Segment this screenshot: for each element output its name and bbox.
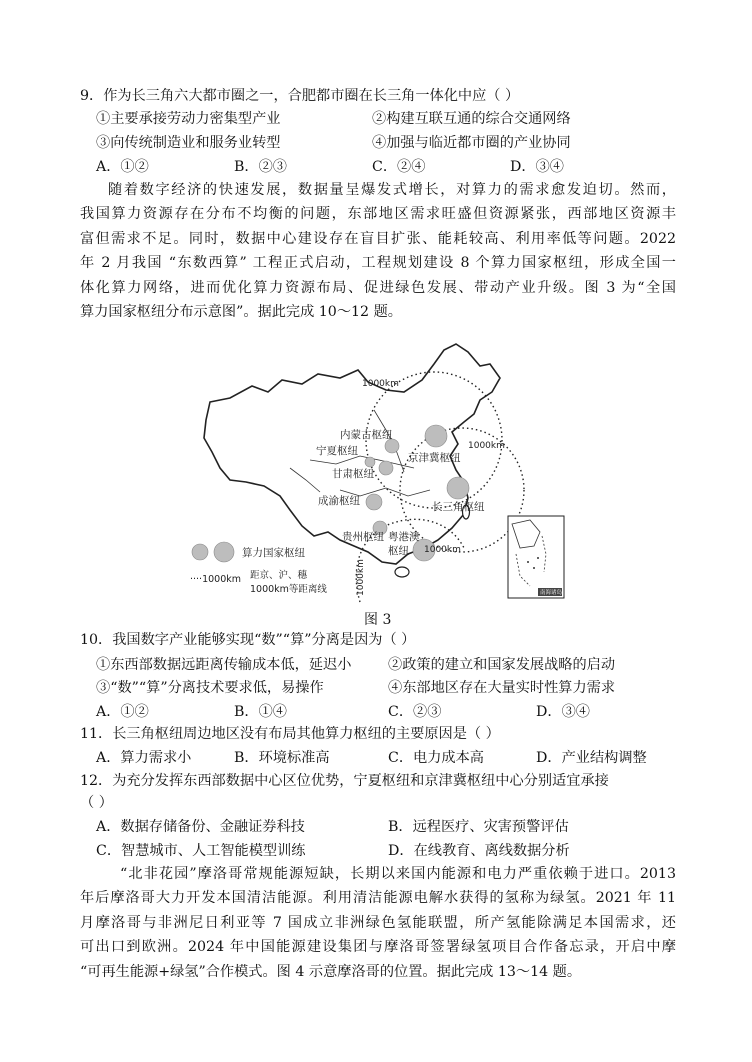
q11-stem: 11．长三角枢纽周边地区没有布局其他算力枢纽的主要原因是（ ） <box>80 726 500 742</box>
q10-item-4: ④东部地区存在大量实时性算力需求 <box>388 680 616 696</box>
passage1-line-2: 我国算力资源存在分布不均衡的问题，东部地区需求旺盛但资源紧张，西部地区资源丰 <box>80 206 676 223</box>
hub-ningxia <box>365 457 375 467</box>
hub-changsanjiao <box>447 477 469 499</box>
q10-option-b[interactable]: B．①④ <box>234 704 287 720</box>
q12-option-c[interactable]: C．智慧城市、人工智能模型训练 <box>96 843 306 859</box>
legend-line-desc-1: 距京、沪、穗 <box>250 570 308 581</box>
distance-label-2: 1000km <box>468 441 505 451</box>
q11-option-a[interactable]: A．算力需求小 <box>96 750 192 766</box>
label-guizhou: 贵州枢纽 <box>342 531 384 543</box>
q9-item-2: ②构建互联互通的综合交通网络 <box>372 111 571 127</box>
q10-item-3: ③“数”“算”分离技术要求低，易操作 <box>96 680 324 696</box>
passage-digital-economy <box>80 178 676 324</box>
label-neimenggu: 内蒙古枢纽 <box>340 429 393 441</box>
passage1-line-3: 富但需求不足。同时，数据中心建设存在盲目扩张、能耗较高、利用率低等问题。2022 <box>80 230 676 247</box>
passage2-line-2: 年后摩洛哥大力开发本国清洁能源。利用清洁能源电解水获得的氢称为绿氢。2021 年 11 <box>80 890 676 907</box>
hub-gansu <box>379 461 393 475</box>
q10-stem: 10．我国数字产业能够实现“数”“算”分离是因为（ ） <box>80 632 416 648</box>
q9-option-d[interactable]: D．③④ <box>510 159 564 175</box>
q12-option-b[interactable]: B．远程医疗、灾害预警评估 <box>388 819 569 835</box>
passage2-line-3: 月摩洛哥与非洲尼日利亚等 7 国成立非洲绿色氢能联盟，所产氢能除满足本国需求，还 <box>80 914 676 931</box>
q10-option-c[interactable]: C．②③ <box>388 704 442 720</box>
legend-line-prefix: ····1000km <box>190 574 242 585</box>
computing-hub-map <box>190 340 580 605</box>
label-jingjinji: 京津冀枢纽 <box>408 452 461 464</box>
q10-item-1: ①东西部数据远距离传输成本低，延迟小 <box>96 657 352 673</box>
distance-label-4: 1000km <box>356 559 366 596</box>
q11-option-d[interactable]: D．产业结构调整 <box>536 750 647 766</box>
passage2-line-4: 可出口到欧洲。2024 年中国能源建设集团与摩洛哥签署绿氢项目合作备忘录，开启中摩 <box>80 939 676 956</box>
south-china-sea-inset <box>508 516 564 598</box>
label-gansu: 甘肃枢纽 <box>332 468 374 480</box>
q9-item-3: ③向传统制造业和服务业转型 <box>96 135 281 151</box>
figure-caption: 图 3 <box>364 612 392 628</box>
label-changsanjiao: 长三角枢纽 <box>432 501 485 513</box>
label-ningxia: 宁夏枢纽 <box>316 445 358 457</box>
q12-paren: （ ） <box>80 795 113 811</box>
passage2-line-5: “可再生能源+绿氢”合作模式。图 4 示意摩洛哥的位置。据此完成 13～14 题。 <box>80 963 582 980</box>
q11-option-c[interactable]: C．电力成本高 <box>388 750 484 766</box>
inset-label: 南海诸岛 <box>540 590 563 596</box>
hub-chengyu <box>366 494 382 510</box>
q12-stem: 12．为充分发挥东西部数据中心区位优势，宁夏枢纽和京津冀枢纽中心分别适宜承接 <box>80 773 609 789</box>
passage1-line-4: 年 2 月我国 “东数西算” 工程正式启动，工程规划建设 8 个算力国家枢纽，形成全国一 <box>80 255 676 272</box>
passage1-line-5: 体化算力网络，进而优化算力资源布局、促进绿色发展、带动产业升级。图 3 为“全国 <box>80 279 676 296</box>
passage1-line-6: 算力国家枢纽分布示意图”。据此完成 10～12 题。 <box>80 303 402 320</box>
q9-option-a[interactable]: A．①② <box>96 159 149 175</box>
label-yuegangao-1: 粤港澳 <box>388 531 420 543</box>
q11-option-b[interactable]: B．环境标准高 <box>234 750 330 766</box>
label-yuegangao-2: 枢纽 <box>388 545 409 557</box>
q9-item-1: ①主要承接劳动力密集型产业 <box>96 111 281 127</box>
hub-neimenggu <box>385 439 399 453</box>
hub-jingjinji <box>425 425 447 447</box>
distance-label-1: 1000km <box>362 379 399 389</box>
label-chengyu: 成渝枢纽 <box>318 495 360 507</box>
passage1-line-1: 随着数字经济的快速发展，数据量呈爆发式增长，对算力的需求愈发迫切。然而， <box>108 182 676 198</box>
q12-option-a[interactable]: A．数据存储备份、金融证券科技 <box>96 819 305 835</box>
legend-line-desc-2: 1000km等距离线 <box>250 584 327 595</box>
q10-option-a[interactable]: A．①② <box>96 704 149 720</box>
passage2-line-1: “北非花园”摩洛哥常规能源短缺，长期以来国内能源和电力严重依赖于进口。2013 <box>120 866 676 882</box>
distance-label-3: 1000km <box>424 545 461 555</box>
q9-option-b[interactable]: B．②③ <box>234 159 287 175</box>
legend-hub: 算力国家枢纽 <box>242 547 305 559</box>
q9-item-4: ④加强与临近都市圈的产业协同 <box>372 135 571 151</box>
passage-morocco <box>80 862 676 984</box>
q10-item-2: ②政策的建立和国家发展战略的启动 <box>388 657 616 673</box>
q12-option-d[interactable]: D．在线教育、离线数据分析 <box>388 843 570 859</box>
q10-option-d[interactable]: D．③④ <box>536 704 590 720</box>
q9-option-c[interactable]: C．②④ <box>372 159 426 175</box>
q9-stem: 9．作为长三角六大都市圈之一，合肥都市圈在长三角一体化中应（ ） <box>80 88 520 104</box>
